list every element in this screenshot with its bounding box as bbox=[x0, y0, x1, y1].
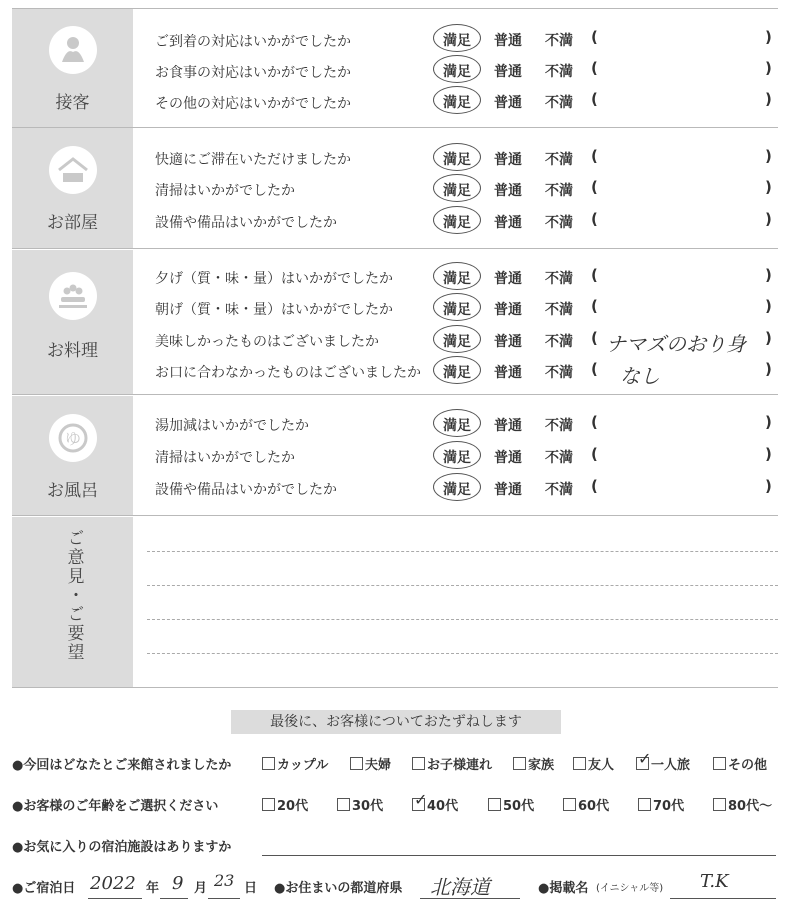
companions-question: ●今回はどなたとご来館されましたか bbox=[12, 758, 232, 773]
companion-option[interactable] bbox=[573, 754, 614, 773]
selection-circle[interactable] bbox=[433, 86, 481, 114]
option-good: 満足 bbox=[443, 95, 471, 111]
display-name-hint: (イニシャル等) bbox=[596, 883, 664, 894]
option-good: 満足 bbox=[443, 334, 471, 350]
checkbox[interactable] bbox=[262, 757, 275, 770]
info-row bbox=[12, 871, 782, 899]
option-bad: 不満 bbox=[545, 33, 573, 49]
companion-option[interactable] bbox=[636, 749, 691, 773]
bath-icon bbox=[49, 414, 97, 462]
paren-close: ) bbox=[765, 178, 772, 196]
checkbox[interactable] bbox=[573, 757, 586, 770]
option-good: 満足 bbox=[443, 418, 471, 434]
selection-circle[interactable] bbox=[433, 206, 481, 234]
option-label: 40代 bbox=[427, 799, 459, 814]
question: ご到着の対応はいかがでしたか bbox=[155, 34, 351, 50]
paren-open: ( bbox=[591, 413, 598, 431]
selection-circle[interactable] bbox=[433, 325, 481, 353]
display-name-label: ●掲載名 bbox=[538, 881, 589, 896]
paren-open: ( bbox=[591, 90, 598, 108]
final-banner-text: 最後に、お客様についておたずねします bbox=[270, 714, 522, 730]
question: 美味しかったものはございましたか bbox=[155, 334, 379, 350]
section-label: 接客 bbox=[55, 93, 90, 113]
option-label: 一人旅 bbox=[651, 758, 691, 773]
paren-open: ( bbox=[591, 477, 598, 495]
checkbox[interactable] bbox=[412, 757, 425, 770]
age-row bbox=[12, 790, 782, 814]
option-bad: 不満 bbox=[545, 450, 573, 466]
dish-icon bbox=[49, 272, 97, 320]
option-bad: 不満 bbox=[545, 183, 573, 199]
paren-open: ( bbox=[591, 59, 598, 77]
handwritten-liked-food: ナマズのおり身 bbox=[606, 332, 746, 356]
paren-open: ( bbox=[591, 297, 598, 315]
selection-circle[interactable] bbox=[433, 356, 481, 384]
option-normal: 普通 bbox=[494, 95, 522, 111]
paren-close: ) bbox=[765, 210, 772, 228]
option-label: 30代 bbox=[352, 799, 384, 814]
question: お口に合わなかったものはございましたか bbox=[155, 365, 421, 381]
option-label: 家族 bbox=[528, 758, 555, 773]
handwritten-disliked-food: なし bbox=[620, 364, 660, 388]
stay-day[interactable]: 23 bbox=[214, 871, 235, 890]
option-normal: 普通 bbox=[494, 271, 522, 287]
check-mark-icon: ✓ bbox=[414, 790, 428, 809]
section-sidebar bbox=[12, 517, 133, 687]
age-option[interactable] bbox=[412, 790, 459, 814]
age-question: ●お客様のご年齢をご選択ください bbox=[12, 799, 219, 814]
checkbox[interactable] bbox=[488, 798, 501, 811]
question: 朝げ（質・味・量）はいかがでしたか bbox=[155, 302, 393, 318]
question: 夕げ（質・味・量）はいかがでしたか bbox=[155, 271, 393, 287]
paren-open: ( bbox=[591, 445, 598, 463]
paren-close: ) bbox=[765, 297, 772, 315]
comments-label-text: ご意見・ご要望 bbox=[63, 529, 84, 662]
question: その他の対応はいかがでしたか bbox=[155, 96, 351, 112]
age-option[interactable] bbox=[337, 795, 383, 814]
companion-option[interactable] bbox=[350, 754, 391, 773]
paren-close: ) bbox=[765, 360, 772, 378]
paren-close: ) bbox=[765, 329, 772, 347]
paren-open: ( bbox=[591, 329, 598, 347]
option-normal: 普通 bbox=[494, 302, 522, 318]
paren-close: ) bbox=[765, 477, 772, 495]
option-bad: 不満 bbox=[545, 334, 573, 350]
selection-circle[interactable] bbox=[433, 143, 481, 171]
checkbox[interactable] bbox=[638, 798, 651, 811]
house-icon bbox=[49, 146, 97, 194]
section-sidebar bbox=[12, 9, 133, 127]
paren-close: ) bbox=[765, 59, 772, 77]
companions-row bbox=[12, 749, 782, 773]
paren-close: ) bbox=[765, 90, 772, 108]
option-bad: 不満 bbox=[545, 482, 573, 498]
stay-month[interactable]: 9 bbox=[172, 873, 184, 894]
selection-circle[interactable] bbox=[433, 24, 481, 52]
selection-circle[interactable] bbox=[433, 473, 481, 501]
option-label: 60代 bbox=[578, 799, 610, 814]
age-option[interactable] bbox=[262, 795, 308, 814]
section-comments bbox=[12, 517, 778, 688]
option-good: 満足 bbox=[443, 365, 471, 381]
companion-option[interactable] bbox=[412, 754, 492, 773]
prefecture-line bbox=[420, 898, 520, 899]
age-option[interactable] bbox=[638, 795, 684, 814]
checkbox[interactable] bbox=[636, 749, 652, 770]
comment-line bbox=[147, 585, 778, 586]
option-label: お子様連れ bbox=[427, 758, 493, 773]
option-normal: 普通 bbox=[494, 334, 522, 350]
final-banner bbox=[231, 710, 561, 734]
paren-close: ) bbox=[765, 147, 772, 165]
section-sidebar bbox=[12, 128, 133, 248]
section-room bbox=[12, 128, 778, 249]
question: 湯加減はいかがでしたか bbox=[155, 418, 309, 434]
checkbox[interactable] bbox=[713, 798, 726, 811]
stay-day-unit: 日 bbox=[244, 881, 258, 896]
option-normal: 普通 bbox=[494, 215, 522, 231]
checkbox[interactable] bbox=[412, 790, 428, 811]
option-label: 70代 bbox=[653, 799, 685, 814]
option-good: 満足 bbox=[443, 450, 471, 466]
option-good: 満足 bbox=[443, 482, 471, 498]
question: お食事の対応はいかがでしたか bbox=[155, 65, 351, 81]
favorite-row bbox=[12, 836, 782, 854]
option-label: 50代 bbox=[503, 799, 535, 814]
checkbox[interactable] bbox=[713, 757, 726, 770]
option-good: 満足 bbox=[443, 215, 471, 231]
companion-option[interactable] bbox=[713, 754, 767, 773]
option-bad: 不満 bbox=[545, 95, 573, 111]
option-normal: 普通 bbox=[494, 64, 522, 80]
question: 快適にご滞在いただけましたか bbox=[155, 152, 351, 168]
option-bad: 不満 bbox=[545, 365, 573, 381]
option-normal: 普通 bbox=[494, 450, 522, 466]
option-label: 20代 bbox=[277, 799, 309, 814]
option-good: 満足 bbox=[443, 302, 471, 318]
companion-option[interactable] bbox=[513, 754, 554, 773]
selection-circle[interactable] bbox=[433, 293, 481, 321]
year-line bbox=[88, 898, 142, 899]
paren-close: ) bbox=[765, 28, 772, 46]
option-label: 夫婦 bbox=[365, 758, 392, 773]
checkbox[interactable] bbox=[563, 798, 576, 811]
section-cuisine bbox=[12, 250, 778, 395]
paren-close: ) bbox=[765, 445, 772, 463]
paren-open: ( bbox=[591, 147, 598, 165]
question: 清掃はいかがでしたか bbox=[155, 183, 295, 199]
stay-year-unit: 年 bbox=[146, 881, 160, 896]
checkbox[interactable] bbox=[513, 757, 526, 770]
option-bad: 不満 bbox=[545, 302, 573, 318]
month-line bbox=[160, 898, 188, 899]
option-good: 満足 bbox=[443, 152, 471, 168]
paren-open: ( bbox=[591, 210, 598, 228]
section-bath bbox=[12, 396, 778, 516]
comments-label bbox=[12, 529, 133, 662]
svg-text:ゆ: ゆ bbox=[64, 429, 82, 448]
option-good: 満足 bbox=[443, 64, 471, 80]
option-normal: 普通 bbox=[494, 33, 522, 49]
option-good: 満足 bbox=[443, 271, 471, 287]
selection-circle[interactable] bbox=[433, 262, 481, 290]
selection-circle[interactable] bbox=[433, 441, 481, 469]
paren-close: ) bbox=[765, 266, 772, 284]
favorite-answer-line[interactable] bbox=[262, 855, 776, 856]
paren-open: ( bbox=[591, 178, 598, 196]
option-bad: 不満 bbox=[545, 152, 573, 168]
option-label: その他 bbox=[728, 758, 768, 773]
question: 清掃はいかがでしたか bbox=[155, 450, 295, 466]
person-icon bbox=[49, 26, 97, 74]
option-normal: 普通 bbox=[494, 365, 522, 381]
checkbox[interactable] bbox=[262, 798, 275, 811]
question: 設備や備品はいかがでしたか bbox=[155, 215, 337, 231]
checkbox[interactable] bbox=[337, 798, 350, 811]
paren-open: ( bbox=[591, 28, 598, 46]
option-bad: 不満 bbox=[545, 418, 573, 434]
option-bad: 不満 bbox=[545, 215, 573, 231]
option-good: 満足 bbox=[443, 183, 471, 199]
paren-close: ) bbox=[765, 413, 772, 431]
option-label: 80代〜 bbox=[728, 799, 773, 814]
option-good: 満足 bbox=[443, 33, 471, 49]
comment-line bbox=[147, 619, 778, 620]
section-sidebar bbox=[12, 396, 133, 515]
section-label: お料理 bbox=[47, 341, 98, 361]
option-label: カップル bbox=[277, 758, 329, 773]
age-option[interactable] bbox=[488, 795, 534, 814]
favorite-question: ●お気に入りの宿泊施設はありますか bbox=[12, 840, 232, 855]
comment-line bbox=[147, 653, 778, 654]
question: 設備や備品はいかがでしたか bbox=[155, 482, 337, 498]
option-normal: 普通 bbox=[494, 183, 522, 199]
option-normal: 普通 bbox=[494, 152, 522, 168]
option-label: 友人 bbox=[588, 758, 615, 773]
section-label: お風呂 bbox=[47, 481, 98, 501]
checkbox[interactable] bbox=[350, 757, 363, 770]
check-mark-icon: ✓ bbox=[638, 749, 652, 768]
stay-year[interactable]: 2022 bbox=[90, 873, 136, 894]
prefecture-label: ●お住まいの都道府県 bbox=[274, 881, 403, 896]
option-normal: 普通 bbox=[494, 482, 522, 498]
selection-circle[interactable] bbox=[433, 409, 481, 437]
display-name-value[interactable]: T.K bbox=[700, 871, 729, 892]
option-normal: 普通 bbox=[494, 418, 522, 434]
section-service bbox=[12, 8, 778, 128]
selection-circle[interactable] bbox=[433, 55, 481, 83]
stay-month-unit: 月 bbox=[194, 881, 208, 896]
option-bad: 不満 bbox=[545, 271, 573, 287]
display-name-line bbox=[670, 898, 776, 899]
prefecture-value[interactable]: 北海道 bbox=[430, 875, 490, 899]
paren-open: ( bbox=[591, 360, 598, 378]
selection-circle[interactable] bbox=[433, 174, 481, 202]
section-sidebar bbox=[12, 250, 133, 394]
option-bad: 不満 bbox=[545, 64, 573, 80]
section-label: お部屋 bbox=[47, 213, 98, 233]
companion-option[interactable] bbox=[262, 754, 328, 773]
paren-open: ( bbox=[591, 266, 598, 284]
day-line bbox=[208, 898, 240, 899]
age-option[interactable] bbox=[713, 795, 772, 814]
age-option[interactable] bbox=[563, 795, 609, 814]
comment-line bbox=[147, 551, 778, 552]
stay-date-label: ●ご宿泊日 bbox=[12, 881, 76, 896]
